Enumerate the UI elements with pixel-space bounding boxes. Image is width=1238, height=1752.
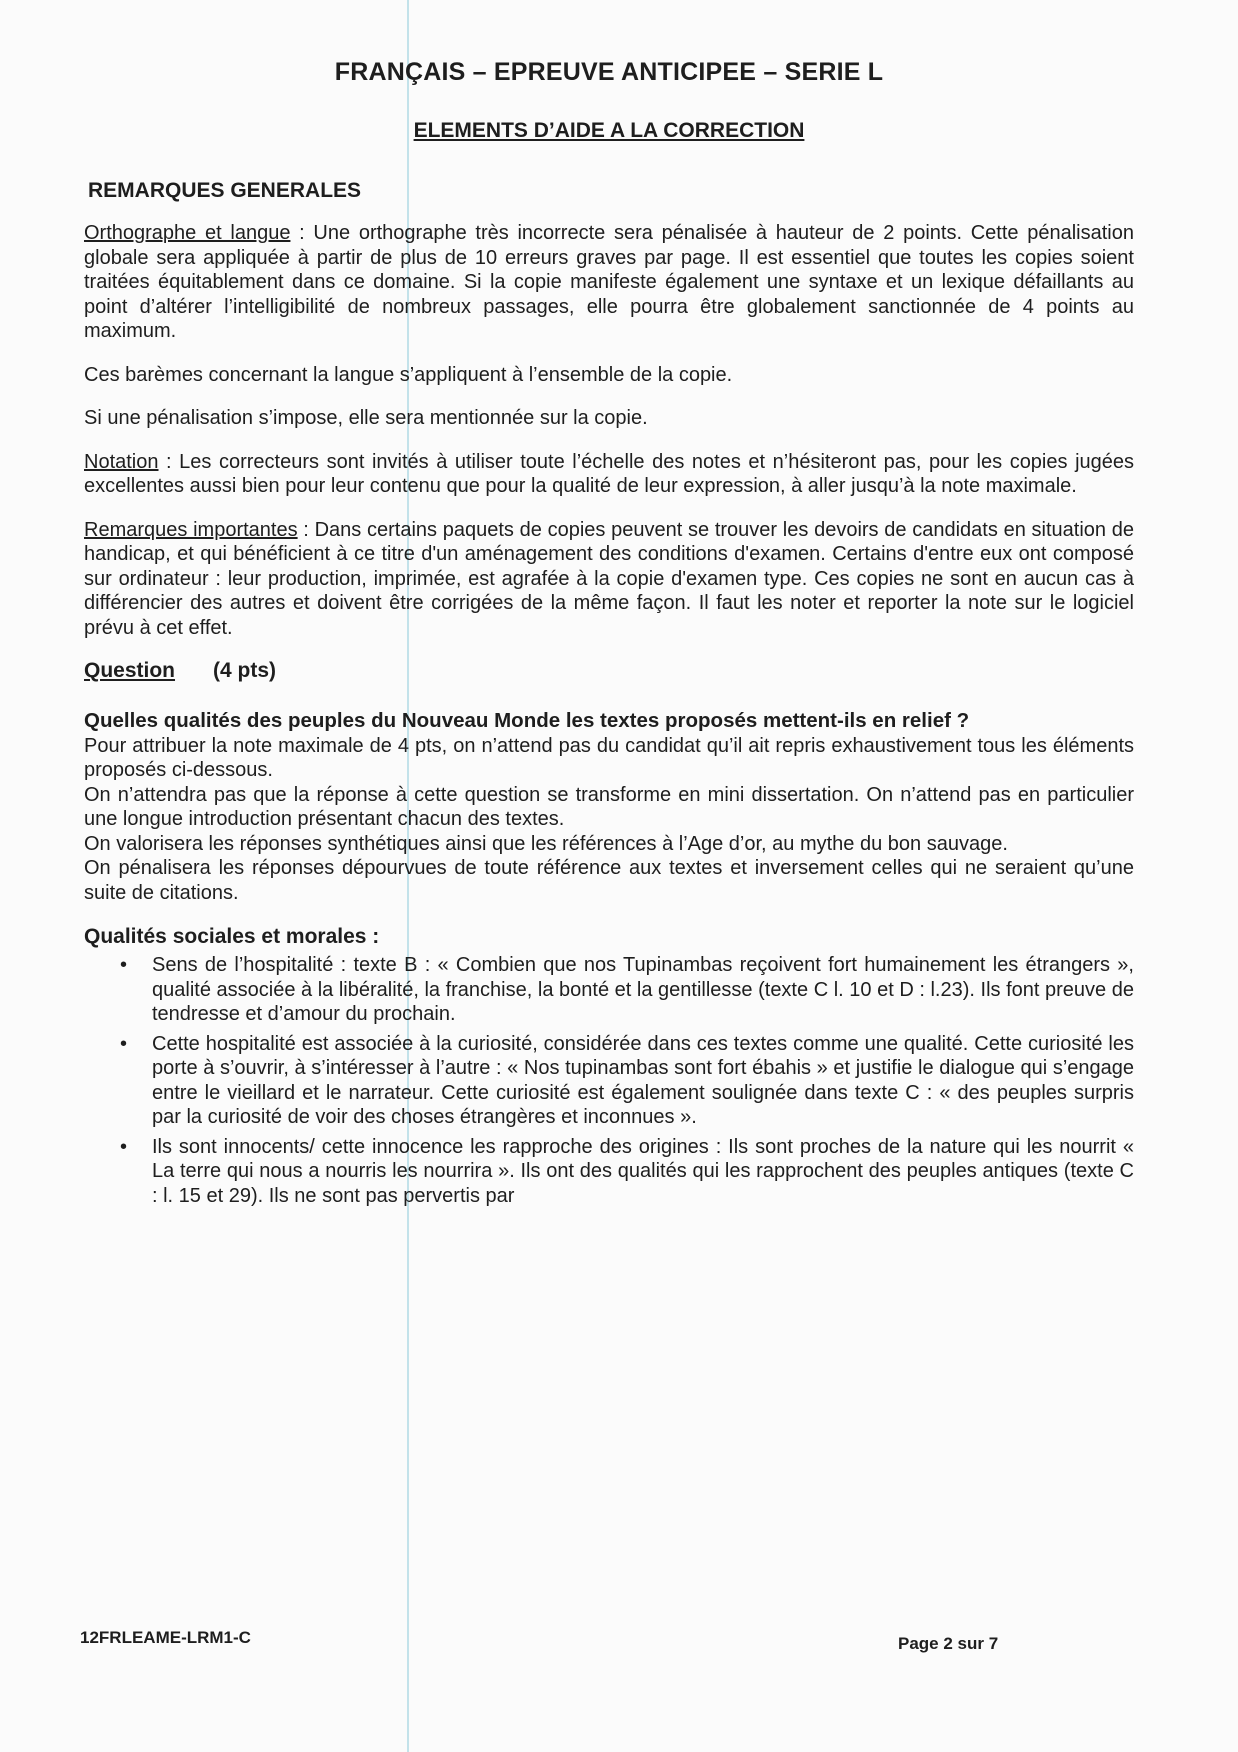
orthographe-label: Orthographe et langue — [84, 222, 291, 244]
qualities-heading: Qualités sociales et morales : — [84, 925, 380, 948]
important-remarks-text: : Dans certains paquets de copies peuvent se trouver les devoirs de candidats en situation de handicap, et qui bénéficient à ce titre d'un aménagement des conditions d'examen. Certains d'entre eux ont composé sur ordinateur : leur production, imprimée, est agrafée à la copie d'examen type. Ces copies ne sont en aucun cas à différencier des autres et doivent être corrigées de la même façon. Il faut les noter et reporter la note sur le logiciel prévu à cet effet. — [84, 518, 1134, 639]
guidance-line: On valorisera les réponses synthétiques ainsi que les références à l’Age d’or, au mythe du bon sauvage. — [84, 832, 1008, 855]
list-item — [120, 1032, 1134, 1130]
list-item-text: Ils sont innocents/ cette innocence les rapproche des origines : Ils sont proches de la nature qui les nourrit « La terre qui nous a nourris les nourrira ». Ils ont des qualités qui les rapprochent des peuples antiques (texte C : l. 15 et 29). Ils ne sont pas pervertis par — [152, 1135, 1134, 1207]
list-item-text: Cette hospitalité est associée à la curiosité, considérée dans ces textes comme une qualité. Cette curiosité les porte à s’ouvrir, à s’intéresser à l’autre : « Nos tupinambas sont fort ébahis » et justifie le dialogue qui s’engage entre le vieillard et le narrateur. Cette curiosité est également soulignée dans texte C : « des peuples surpris par la curiosité de voir des choses étrangères et inconnues ». — [152, 1032, 1134, 1128]
orthographe-paragraph — [84, 221, 1134, 344]
notation-label: Notation — [84, 450, 159, 473]
bullet-icon: • — [120, 954, 128, 976]
page-number: Page 2 sur 7 — [898, 1634, 999, 1653]
page-subtitle: ELEMENTS D’AIDE A LA CORRECTION — [413, 119, 805, 142]
guidance-line: On pénalisera les réponses dépourvues de toute référence aux textes et inversement celles qui ne seraient qu’une suite de citations. — [84, 857, 1134, 904]
remarks-heading: REMARQUES GENERALES — [88, 179, 362, 202]
penalisation-paragraph: Si une pénalisation s’impose, elle sera mentionnée sur la copie. — [84, 407, 648, 429]
document-code: 12FRLEAME-LRM1-C — [80, 1628, 251, 1647]
question-block — [84, 709, 1134, 905]
baremes-paragraph: Ces barèmes concernant la langue s’appliquent à l’ensemble de la copie. — [84, 363, 733, 386]
bullet-icon: • — [120, 1135, 128, 1158]
notation-paragraph — [84, 450, 1134, 499]
list-item — [120, 953, 1134, 1027]
guidance-line: Pour attribuer la note maximale de 4 pts, on n’attend pas du candidat qu’il ait repris exhaustivement tous les éléments proposés ci-dessous. — [84, 734, 1134, 781]
list-item — [120, 1135, 1134, 1209]
bullet-icon: • — [120, 1032, 128, 1055]
notation-text: : Les correcteurs sont invités à utiliser toute l’échelle des notes et n’hésiteront pas, pour les copies jugées excellentes aussi bien pour leur contenu que pour la qualité de leur expression, à aller jusqu’à la note maximale. — [84, 450, 1134, 497]
question-label: Question — [84, 659, 176, 682]
question-text: Quelles qualités des peuples du Nouveau Monde les textes proposés mettent-ils en relief ? — [84, 709, 970, 732]
orthographe-text: : Une orthographe très incorrecte sera pénalisée à hauteur de 2 points. Cette pénalisation globale sera appliquée à partir de plus de 10 erreurs graves par page. Il est essentiel que toutes les copies soient traitées équitablement dans ce domaine. Si la copie manifeste également une syntaxe et un lexique défaillants au point d’altérer l’intelligibilité de nombreux passages, elle pourra être globalement sanctionnée de 4 points au maximum. — [84, 222, 1134, 342]
important-remarks-paragraph — [84, 518, 1134, 641]
question-header — [84, 659, 1134, 683]
question-points: (4 pts) — [213, 659, 277, 682]
important-remarks-label: Remarques importantes — [84, 518, 298, 541]
qualities-list — [84, 953, 1134, 1208]
page-content — [84, 58, 1134, 1213]
guidance-line: On n’attendra pas que la réponse à cette question se transforme en mini dissertation. On n’attend pas en particulier une longue introduction présentant chacun des textes. — [84, 783, 1134, 830]
list-item-text: Sens de l’hospitalité : texte B : « Combien que nos Tupinambas reçoivent fort humainement les étrangers », qualité associée à la libéralité, la franchise, la bonté et la gentillesse (texte C l. 10 et D : l.23). Ils font preuve de tendresse et d’amour du prochain. — [152, 954, 1134, 1025]
page-title: FRANÇAIS – EPREUVE ANTICIPEE – SERIE L — [334, 58, 884, 86]
